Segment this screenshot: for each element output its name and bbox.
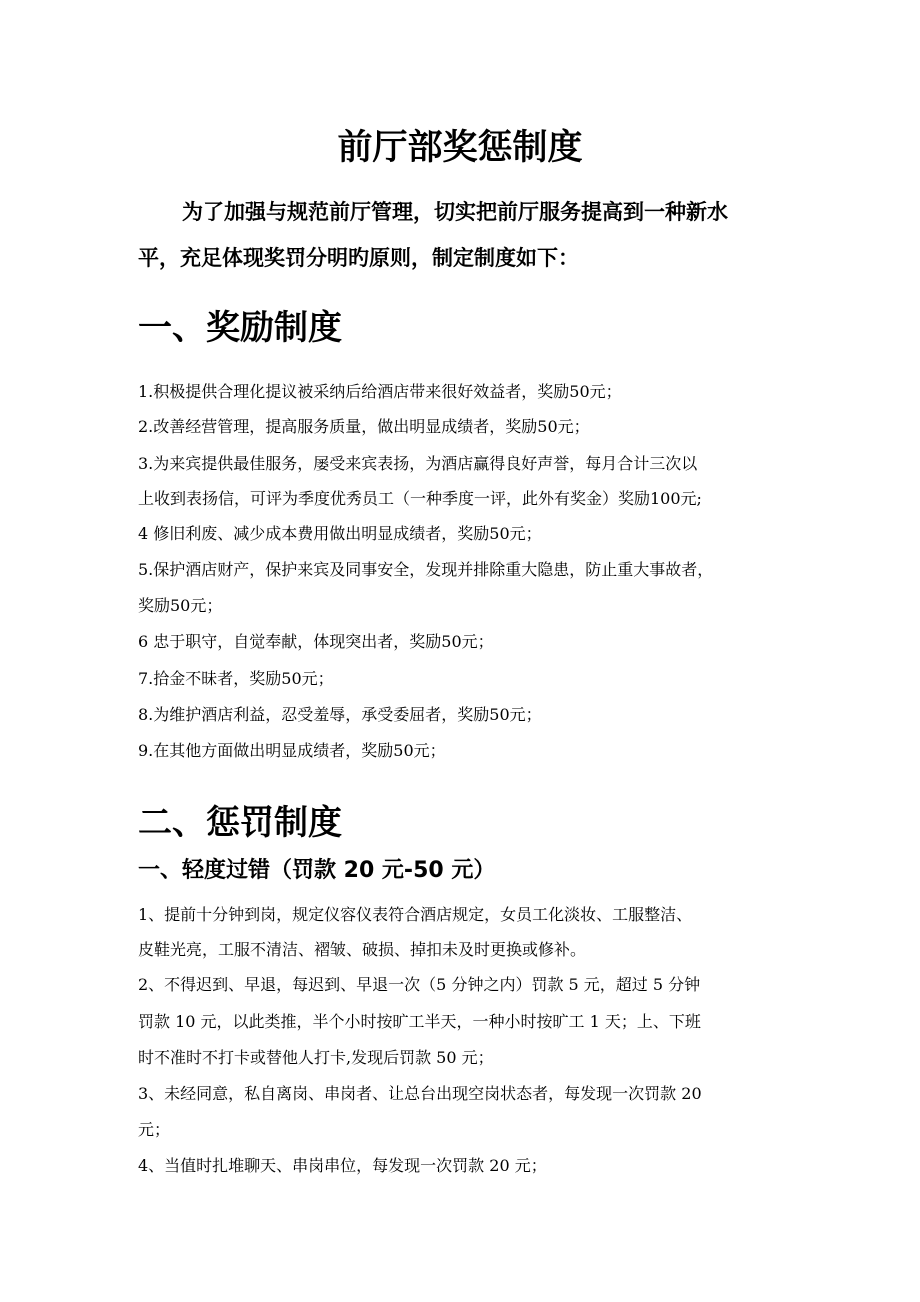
penalty-item-2-line-3: 时不准时不打卡或替他人打卡,发现后罚款 50 元； <box>138 1048 494 1067</box>
reward-item-2: 2.改善经营管理，提高服务质量，做出明显成绩者，奖励50元； <box>138 417 590 436</box>
reward-item-6: 6 忠于职守，自觉奉献，体现突出者，奖励50元； <box>138 632 494 651</box>
penalty-item-4: 4、当值时扎堆聊天、串岗串位，每发现一次罚款 20 元； <box>138 1156 547 1175</box>
reward-item-9: 9.在其他方面做出明显成绩者，奖励50元； <box>138 741 446 760</box>
penalty-section-heading: 二、惩罚制度 <box>138 803 342 843</box>
intro-line-1: 为了加强与规范前厅管理，切实把前厅服务提高到一种新水 <box>182 200 728 224</box>
intro-line-2: 平，充足体现奖罚分明旳原则，制定制度如下： <box>138 246 579 270</box>
penalty-item-3-line-2: 元； <box>138 1120 171 1139</box>
reward-item-4: 4 修旧利废、减少成本费用做出明显成绩者，奖励50元； <box>138 524 542 543</box>
penalty-subsection-heading: 一、轻度过错（罚款 20 元-50 元） <box>138 858 496 883</box>
penalty-item-3-line-1: 3、未经同意，私自离岗、串岗者、让总台出现空岗状态者，每发现一次罚款 20 <box>138 1084 702 1103</box>
reward-section-heading: 一、奖励制度 <box>138 308 342 348</box>
penalty-item-1-line-2: 皮鞋光亮，工服不清洁、褶皱、破损、掉扣未及时更换或修补。 <box>138 940 587 959</box>
reward-item-5-line-2: 奖励50元； <box>138 596 223 615</box>
reward-item-1: 1.积极提供合理化提议被采纳后给酒店带来很好效益者，奖励50元； <box>138 382 622 401</box>
reward-item-8: 8.为维护酒店利益，忍受羞辱，承受委屈者，奖励50元； <box>138 705 542 724</box>
reward-item-5-line-1: 5.保护酒店财产，保护来宾及同事安全，发现并排除重大隐患，防止重大事故者， <box>138 560 714 579</box>
reward-item-3-line-2: 上收到表扬信，可评为季度优秀员工（一种季度一评，此外有奖金）奖励100元; <box>138 489 702 508</box>
penalty-item-2-line-1: 2、不得迟到、早退，每迟到、早退一次（5 分钟之内）罚款 5 元，超过 5 分钟 <box>138 975 701 994</box>
reward-item-3-line-1: 3.为来宾提供最佳服务，屡受来宾表扬，为酒店赢得良好声誉，每月合计三次以 <box>138 454 698 473</box>
reward-item-7: 7.拾金不昧者，奖励50元； <box>138 669 334 688</box>
penalty-item-1-line-1: 1、提前十分钟到岗，规定仪容仪表符合酒店规定，女员工化淡妆、工服整洁、 <box>138 905 693 924</box>
document-title: 前厅部奖惩制度 <box>337 128 583 168</box>
penalty-item-2-line-2: 罚款 10 元，以此类推，半个小时按旷工半天，一种小时按旷工 1 天；上、下班 <box>138 1012 701 1031</box>
